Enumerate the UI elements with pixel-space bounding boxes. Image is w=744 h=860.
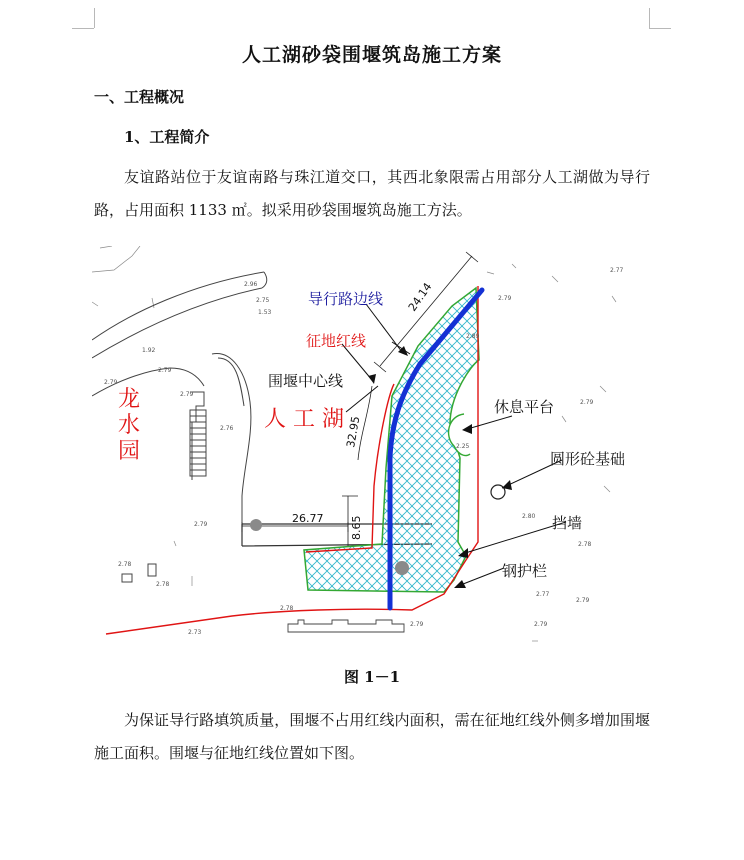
elevation-18: 2.78 bbox=[578, 541, 592, 548]
section-heading: 一、工程概况 bbox=[94, 88, 185, 106]
figure-caption: 图 1－1 bbox=[343, 668, 401, 686]
elevation-9: 2.77 bbox=[610, 267, 624, 274]
label-longshui-garden-2: 水 bbox=[118, 413, 141, 438]
elevation-14: 2.80 bbox=[522, 513, 536, 520]
dim-bottom-label: 26.77 bbox=[292, 512, 324, 525]
bottom-building-strip bbox=[288, 620, 404, 632]
elevation-15: 2.79 bbox=[194, 521, 208, 528]
survey-marker-right bbox=[395, 561, 409, 575]
label-steel-railing: 钢护栏 bbox=[502, 562, 548, 580]
intro-paragraph: 友谊路站位于友谊南路与珠江道交口，其西北象限需占用部分人工湖做为导行路，占用面积 1133 ㎡。拟采用砂袋围堰筑岛施工方法。 bbox=[94, 168, 650, 219]
elevation-5: 2.79 bbox=[158, 367, 172, 374]
second-paragraph: 为保证导行路填筑质量，围堰不占用红线内面积，需在征地红线外侧多增加围堰施工面积。围堰与征地红线位置如下图。 bbox=[94, 711, 650, 762]
elevation-25: 2.78 bbox=[280, 605, 294, 612]
dim-small-label: 8.65 bbox=[350, 515, 363, 540]
label-round-foundation: 圆形砼基础 bbox=[550, 450, 626, 468]
site-plan-drawing bbox=[92, 246, 648, 646]
elevation-2: 2.75 bbox=[256, 297, 270, 304]
elevation-1: 2.96 bbox=[244, 281, 258, 288]
elevation-12: 2.79 bbox=[580, 399, 594, 406]
survey-marker-left bbox=[250, 519, 262, 531]
elevation-16: 2.78 bbox=[118, 561, 132, 568]
elevation-13: 2.25 bbox=[456, 443, 470, 450]
document-title: 人工湖砂袋围堰筑岛施工方案 bbox=[241, 44, 502, 66]
elevation-20: 2.79 bbox=[534, 621, 548, 628]
label-rest-platform: 休息平台 bbox=[494, 398, 555, 416]
site-plan-figure bbox=[92, 246, 648, 646]
label-artificial-lake: 人 工 湖 bbox=[264, 407, 344, 432]
elevation-6: 2.79 bbox=[104, 379, 118, 386]
label-longshui-garden-3: 园 bbox=[118, 439, 141, 464]
elevation-4: 1.92 bbox=[142, 347, 156, 354]
label-guide-road-edge: 导行路边线 bbox=[308, 290, 384, 308]
elevation-19: 2.79 bbox=[576, 597, 590, 604]
elevation-21: 2.79 bbox=[410, 621, 424, 628]
elevation-3: 1.53 bbox=[258, 309, 272, 316]
crop-mark-top-right-horizontal bbox=[649, 28, 671, 29]
crop-mark-top-right-vertical bbox=[649, 8, 650, 28]
label-retaining-wall: 挡墙 bbox=[552, 514, 583, 532]
dim-side-label: 32.95 bbox=[344, 415, 363, 449]
elevation-7: 2.79 bbox=[180, 391, 194, 398]
elevation-11: 2.89 bbox=[466, 333, 480, 340]
crop-mark-top-left-horizontal bbox=[72, 28, 94, 29]
crop-mark-top-left-vertical bbox=[94, 8, 95, 28]
dim-top-label: 24.14 bbox=[405, 280, 435, 314]
elevation-8: 2.76 bbox=[220, 425, 234, 432]
elevation-10: 2.79 bbox=[498, 295, 512, 302]
elevation-23: 2.73 bbox=[188, 629, 202, 636]
elevation-24: 2.77 bbox=[536, 591, 550, 598]
subsection-heading: 1、工程简介 bbox=[124, 128, 210, 146]
label-acquisition-redline: 征地红线 bbox=[306, 332, 367, 350]
elevation-17: 2.78 bbox=[156, 581, 170, 588]
label-longshui-garden-1: 龙 bbox=[118, 387, 141, 412]
label-cofferdam-centerline: 围堰中心线 bbox=[268, 372, 344, 390]
